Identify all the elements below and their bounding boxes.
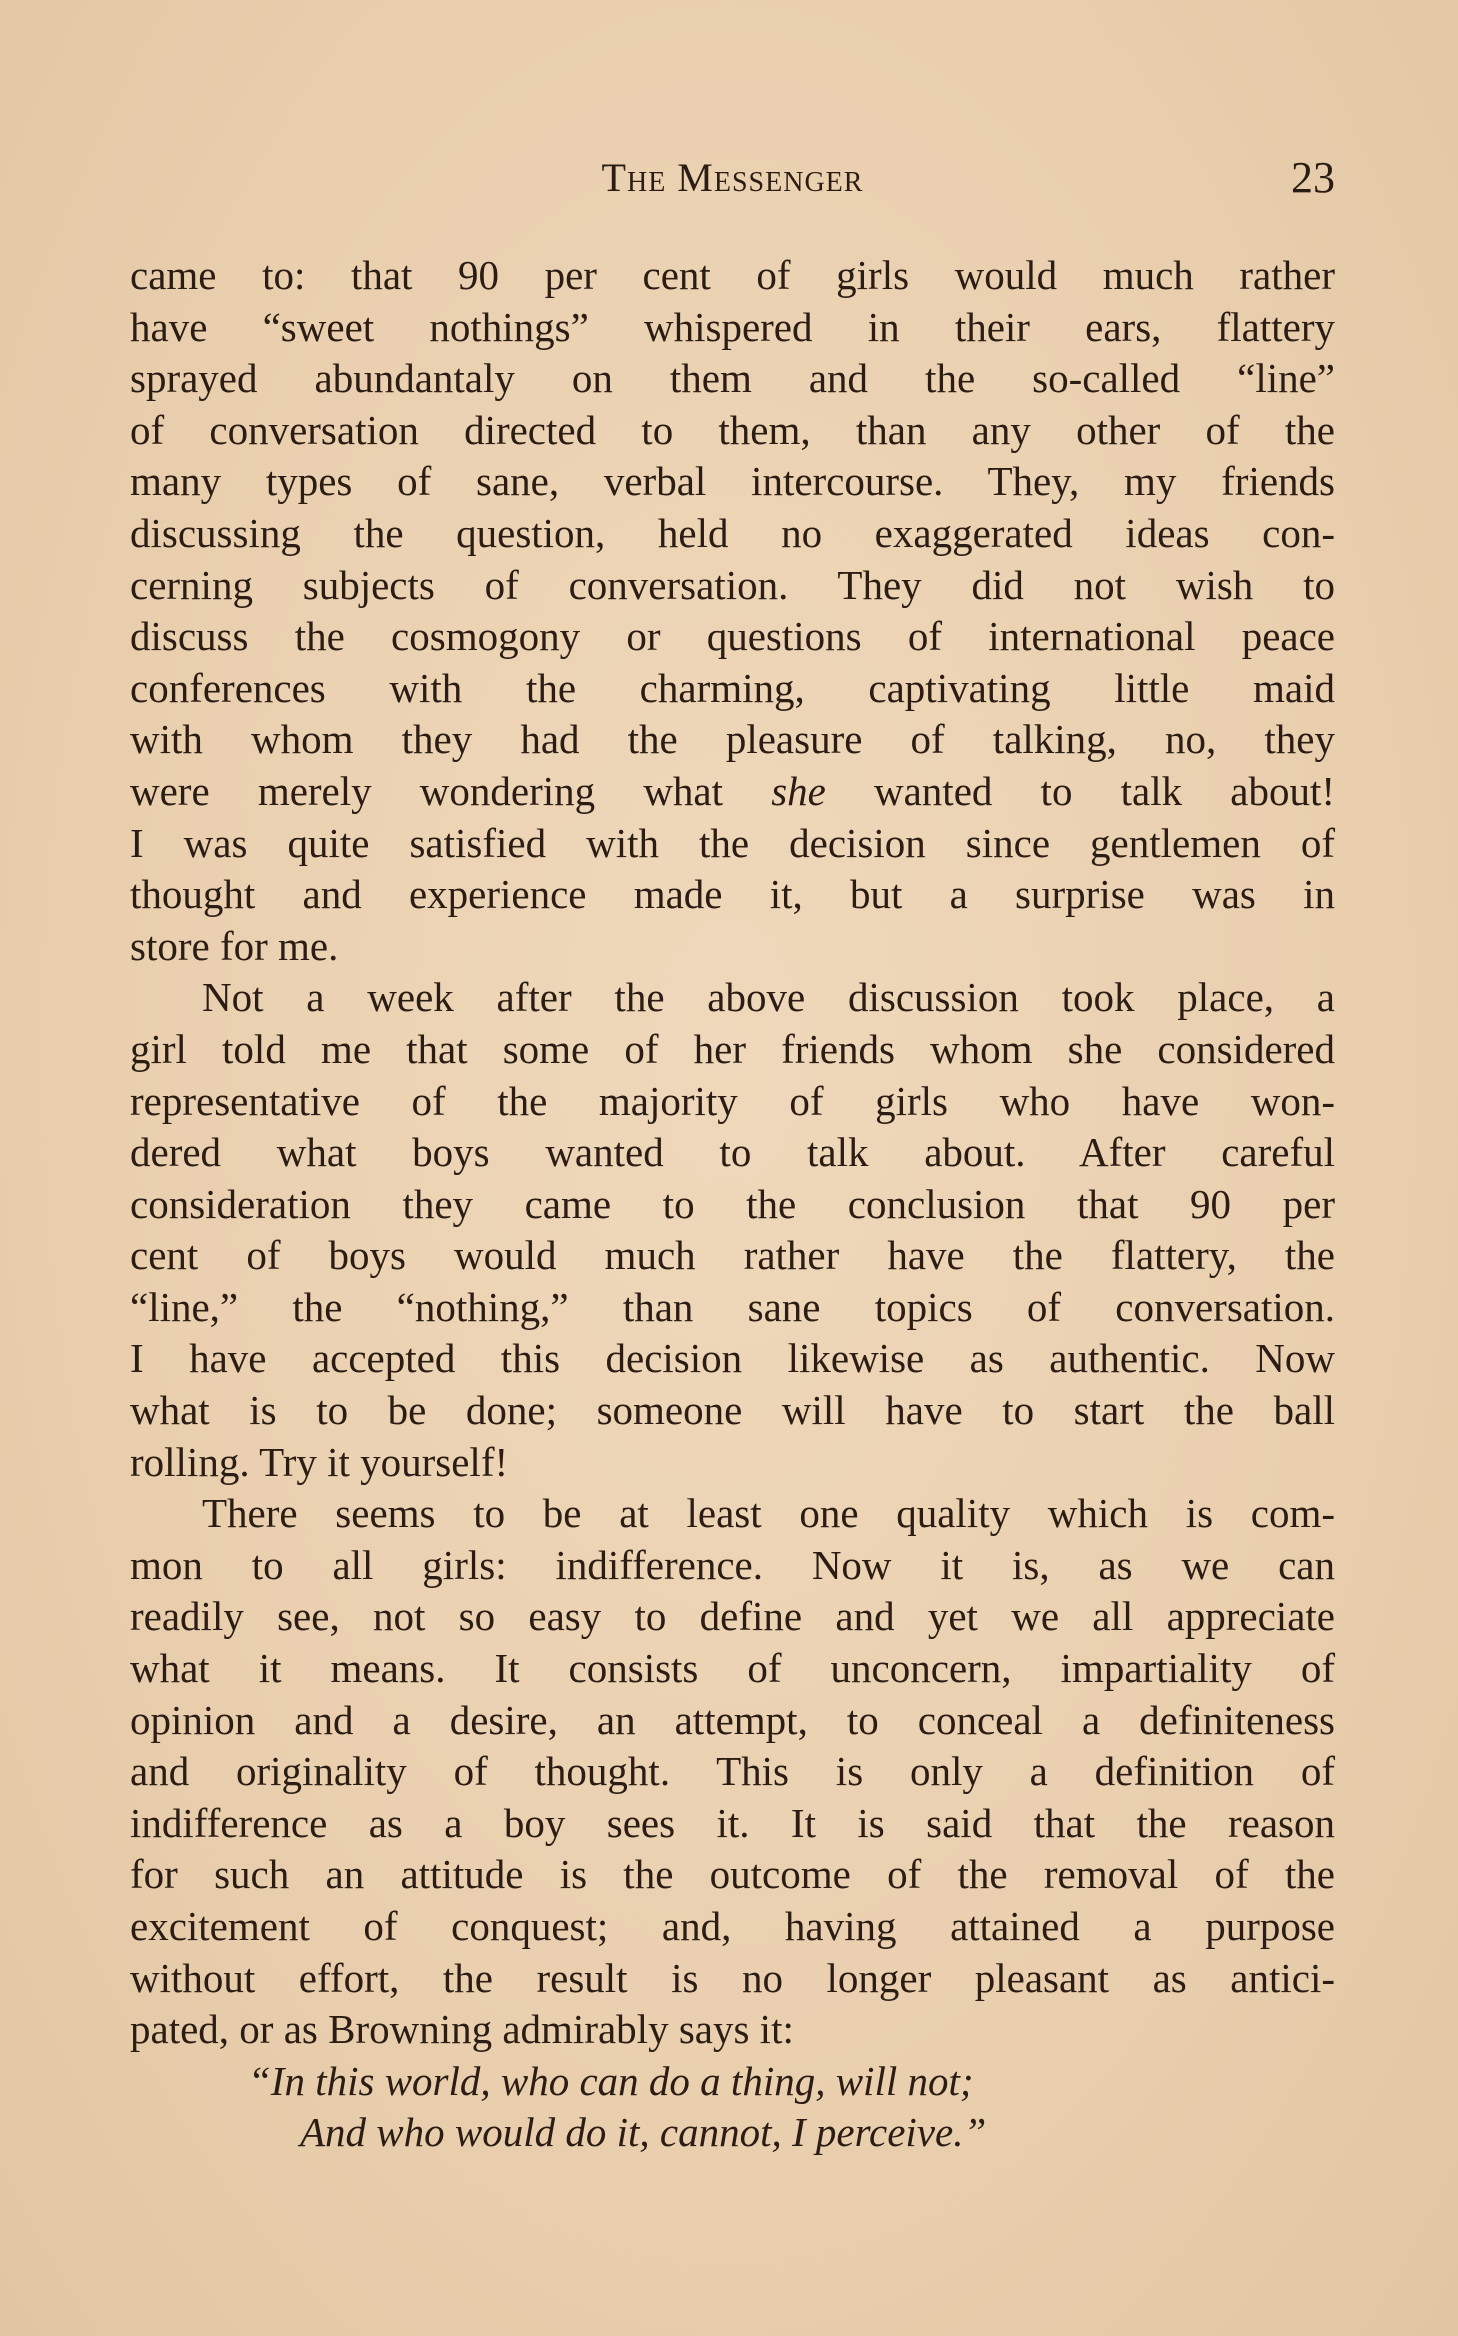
text-line: excitement of conquest; and, having attained a purpose (130, 1903, 1335, 1949)
body-text (130, 250, 1335, 2159)
text-line: “line,” the “nothing,” than sane topics of conversation. (130, 1283, 1335, 1330)
text-line: store for me. (130, 922, 339, 969)
text-line: girl told me that some of her friends whom she considered (130, 1025, 1335, 1072)
text-line-with-emphasis (130, 766, 1335, 818)
quote-line: “In this world, who can do a thing, will not; (248, 2057, 974, 2104)
text-line: with whom they had the pleasure of talking, no, they (130, 716, 1335, 763)
text-line: of conversation directed to them, than any other of the (130, 406, 1335, 453)
text-fragment: wanted to talk about! (825, 767, 1335, 814)
page-number: 23 (1291, 153, 1335, 202)
text-line: readily see, not so easy to define and yet we all appreciate (130, 1593, 1335, 1640)
text-line: representative of the majority of girls who have won- (130, 1077, 1335, 1124)
text-line: what is to be done; someone will have to start the ball (130, 1387, 1335, 1434)
text-line: without effort, the result is no longer pleasant as antici- (130, 1954, 1335, 2001)
text-line: came to: that 90 per cent of girls would much rather (130, 252, 1335, 298)
text-line: have “sweet nothings” whispered in their ears, flattery (130, 303, 1335, 350)
emphasis-word: she (771, 767, 826, 814)
text-line: I was quite satisfied with the decision since gentlemen of (130, 819, 1335, 866)
text-line: pated, or as Browning admirably says it: (130, 2006, 794, 2053)
text-line: and originality of thought. This is only a definition of (130, 1748, 1335, 1795)
text-fragment: were merely wondering what (130, 767, 772, 814)
text-line: There seems to be at least one quality which is com- (202, 1490, 1335, 1537)
text-line: cent of boys would much rather have the flattery, the (130, 1232, 1335, 1279)
text-line: indifference as a boy sees it. It is said that the reason (130, 1799, 1335, 1846)
running-title: The Messenger (601, 155, 864, 200)
text-line: what it means. It consists of unconcern, impartiality of (130, 1645, 1335, 1692)
text-line: many types of sane, verbal intercourse. They, my friends (130, 458, 1335, 505)
text-line: thought and experience made it, but a surprise was in (130, 871, 1335, 918)
text-line: conferences with the charming, captivating little maid (130, 664, 1335, 711)
text-line: mon to all girls: indifference. Now it is, as we can (130, 1541, 1335, 1588)
text-line: discussing the question, held no exaggerated ideas con- (130, 509, 1335, 556)
text-line: consideration they came to the conclusion that 90 per (130, 1180, 1335, 1227)
text-line: discuss the cosmogony or questions of international peace (130, 613, 1335, 660)
text-line: dered what boys wanted to talk about. After careful (130, 1129, 1335, 1176)
text-line: cerning subjects of conversation. They did not wish to (130, 561, 1335, 608)
text-line: opinion and a desire, an attempt, to conceal a definiteness (130, 1696, 1335, 1743)
text-line: Not a week after the above discussion took place, a (202, 974, 1335, 1021)
text-line: rolling. Try it yourself! (130, 1438, 509, 1485)
text-line: I have accepted this decision likewise as authentic. Now (130, 1335, 1335, 1382)
text-line: sprayed abundantaly on them and the so-called “line” (130, 355, 1335, 402)
page-header (130, 148, 1335, 208)
text-line: for such an attitude is the outcome of the removal of the (130, 1851, 1335, 1898)
quote-line: And who would do it, cannot, I perceive.” (300, 2109, 987, 2156)
